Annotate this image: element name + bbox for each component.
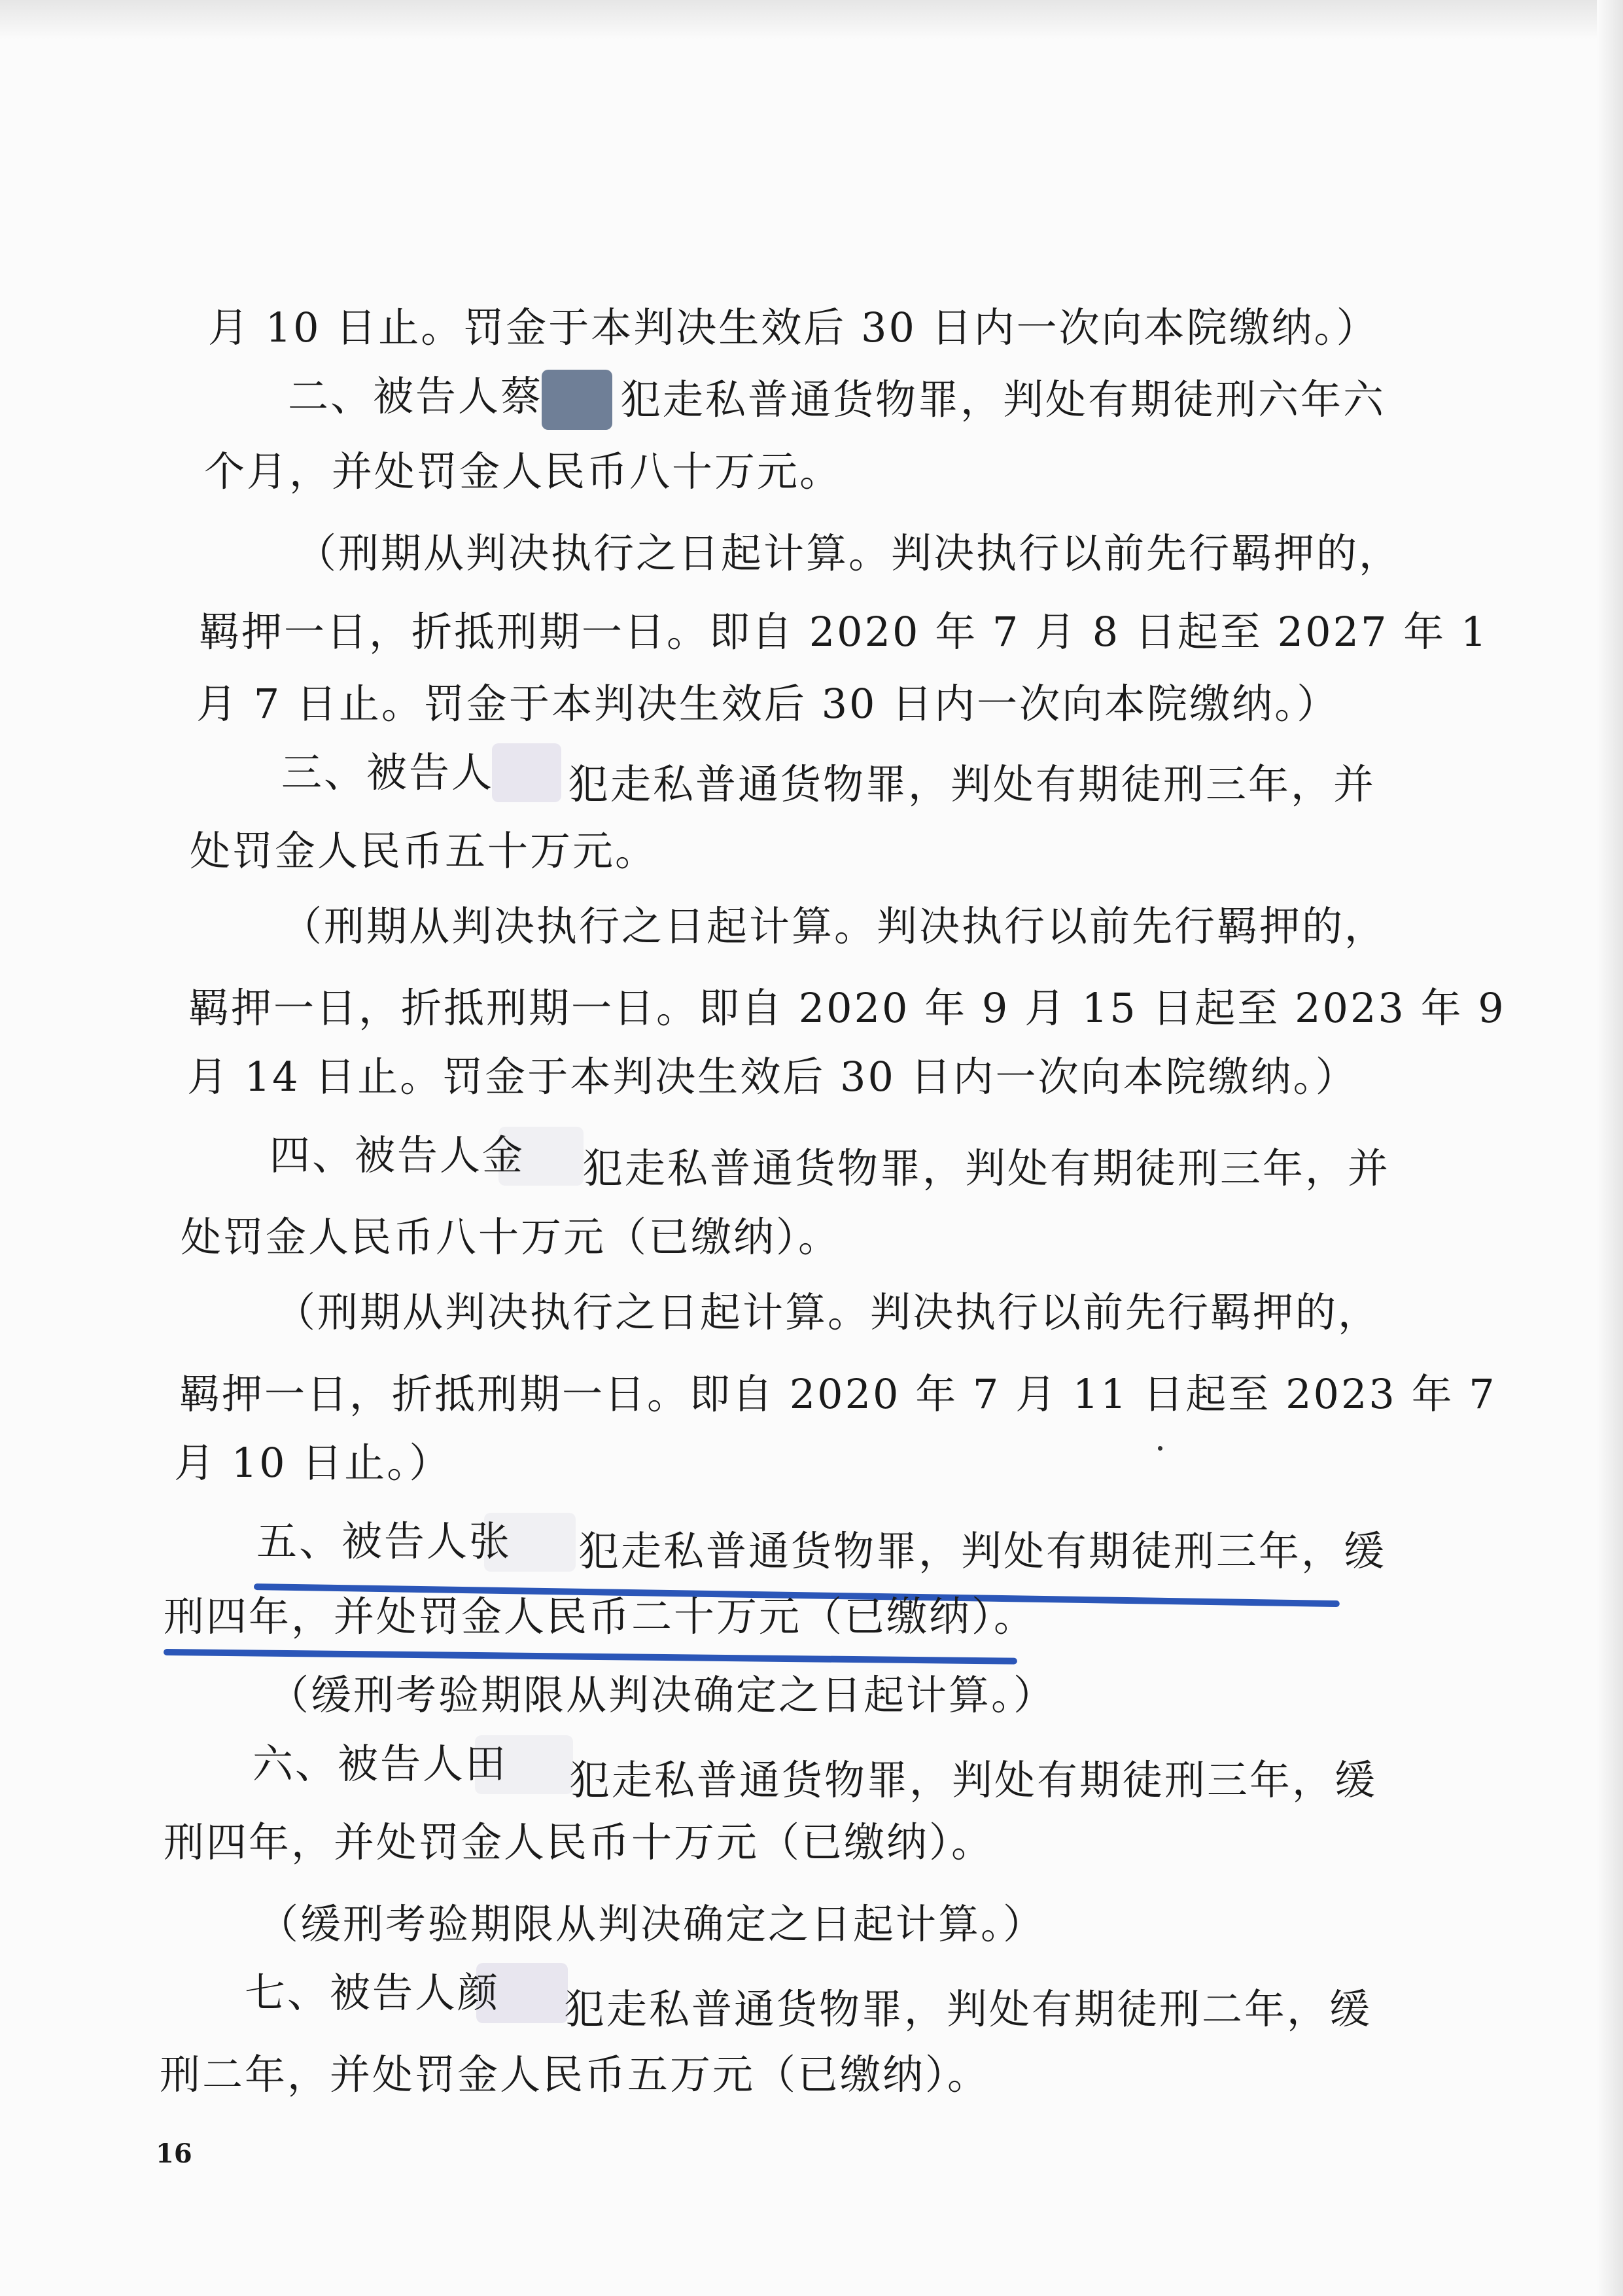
text-line: 羁押一日，折抵刑期一日。即自 2020 年 7 月 11 日起至 2023 年 7 — [179, 1370, 1497, 1418]
text-line: （刑期从判决执行之日起计算。判决执行以前先行羁押的， — [296, 529, 1402, 577]
text-line: 六、被告人田 — [253, 1740, 508, 1788]
redaction-block — [492, 743, 561, 802]
text-line: （刑期从判决执行之日起计算。判决执行以前先行羁押的， — [275, 1288, 1381, 1336]
text-line: 四、被告人金 — [270, 1131, 525, 1179]
text-line: 五、被告人张 — [256, 1517, 512, 1565]
text-line: 月 10 日止。） — [174, 1439, 452, 1487]
redaction-block — [542, 370, 612, 430]
scan-shadow-top — [0, 0, 1623, 39]
scan-shadow-right — [1597, 0, 1623, 2296]
text-line: 月 7 日止。罚金于本判决生效后 30 日内一次向本院缴纳。） — [196, 680, 1340, 728]
text-line: 羁押一日，折抵刑期一日。即自 2020 年 7 月 8 日起至 2027 年 1 — [199, 608, 1489, 656]
text-line: 犯走私普通货物罪，判处有期徒刑六年六 — [620, 376, 1386, 423]
text-line: 刑四年，并处罚金人民币十万元（已缴纳）。 — [164, 1818, 994, 1866]
text-line: 刑四年，并处罚金人民币二十万元（已缴纳）。 — [164, 1593, 1037, 1640]
text-line: 犯走私普通货物罪，判处有期徒刑三年，缓 — [569, 1756, 1378, 1804]
text-line: 犯走私普通货物罪，判处有期徒刑三年，缓 — [578, 1527, 1387, 1575]
text-line: 三、被告人 — [281, 749, 495, 796]
text-line: 七、被告人颜 — [245, 1969, 500, 2017]
text-line: 个月，并处罚金人民币八十万元。 — [204, 448, 843, 495]
text-line: （缓刑考验期限从判决确定之日起计算。） — [258, 1900, 1046, 1948]
text-line: 刑二年，并处罚金人民币五万元（已缴纳）。 — [160, 2051, 990, 2098]
text-line: 犯走私普通货物罪，判处有期徒刑三年，并 — [582, 1144, 1391, 1192]
text-line: 二、被告人蔡 — [288, 372, 544, 420]
text-line: 处罚金人民币八十万元（已缴纳）。 — [181, 1213, 841, 1261]
text-line: 处罚金人民币五十万元。 — [190, 827, 658, 875]
text-line: 羁押一日，折抵刑期一日。即自 2020 年 9 月 15 日起至 2023 年 9 — [188, 984, 1506, 1032]
text-line: 犯走私普通货物罪，判处有期徒刑三年，并 — [568, 760, 1376, 808]
text-line: 犯走私普通货物罪，判处有期徒刑二年，缓 — [564, 1985, 1372, 2033]
text-line: （刑期从判决执行之日起计算。判决执行以前先行羁押的， — [281, 902, 1387, 950]
highlight-underline — [164, 1649, 1017, 1665]
page-number: 16 — [156, 2138, 192, 2169]
text-line: 月 14 日止。罚金于本判决生效后 30 日内一次向本院缴纳。） — [187, 1053, 1358, 1101]
text-line: （缓刑考验期限从判决确定之日起计算。） — [268, 1671, 1056, 1719]
scan-speck — [1158, 1446, 1162, 1451]
text-line: 月 10 日止。罚金于本判决生效后 30 日内一次向本院缴纳。） — [208, 304, 1379, 351]
